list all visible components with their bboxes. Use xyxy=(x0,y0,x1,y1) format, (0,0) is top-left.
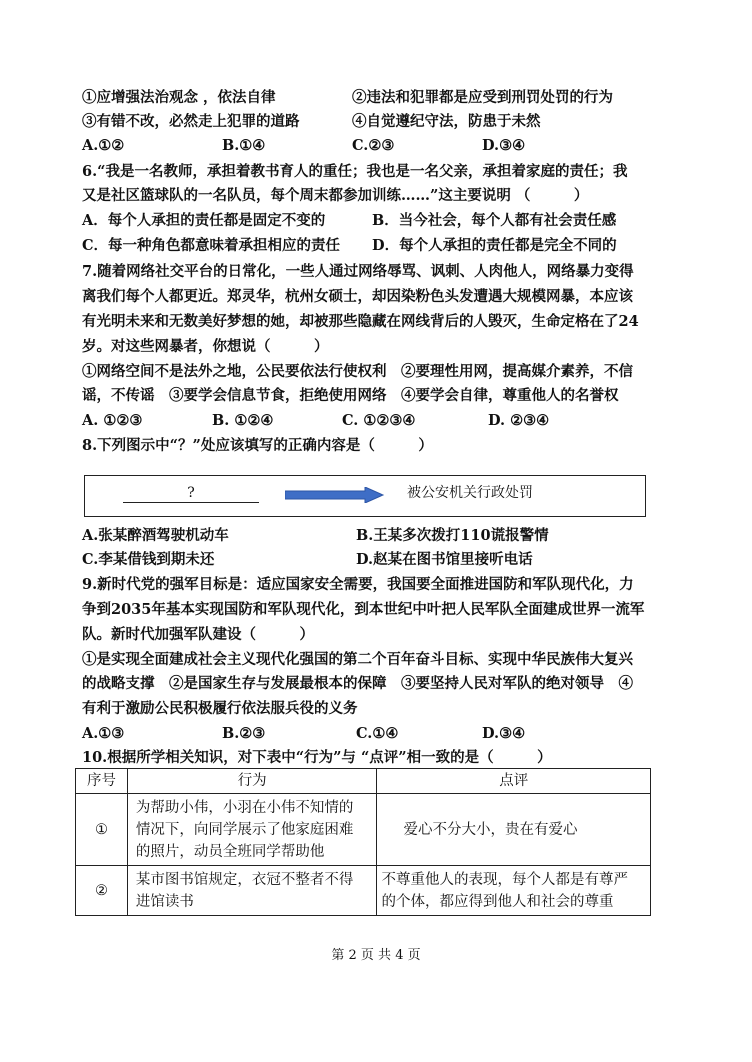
q5-statement-2: ②违法和犯罪都是应受到刑罚处罚的行为 xyxy=(352,89,613,106)
q9-option-a: A.①③ xyxy=(82,725,125,742)
row-action-line: 为帮助小伟，小羽在小伟不知情的 xyxy=(135,799,354,816)
q8-diagram xyxy=(84,475,646,517)
q7-option-d: D. ②③④ xyxy=(488,412,550,429)
q8-stem: 8.下列图示中“？”处应该填写的正确内容是（ ） xyxy=(82,437,433,454)
q6-option-d: D．每个人承担的责任都是完全不同的 xyxy=(372,237,617,254)
q5-option-b: B.①④ xyxy=(222,137,266,154)
q9-statement-line: 有利于激励公民积极履行依法服兵役的义务 xyxy=(82,700,358,717)
q7-statement-line: 谣，不传谣 ③要学会信息节食，拒绝使用网络 ④要学会自律，尊重他人的名誉权 xyxy=(82,387,619,404)
q7-option-c: C. ①②③④ xyxy=(342,412,416,429)
q7-statement-line: ①网络空间不是法外之地，公民要依法行使权利 ②要理性用网，提高媒介素养，不信 xyxy=(82,363,633,380)
q8-diagram-blank: ? xyxy=(123,484,259,503)
q8-option-d: D.赵某在图书馆里接听电话 xyxy=(356,551,533,568)
table-row xyxy=(76,866,651,916)
table-row xyxy=(76,794,651,866)
q6-option-c: C．每一种角色都意味着承担相应的责任 xyxy=(82,237,341,254)
q5-option-d: D.③④ xyxy=(482,137,526,154)
row-comment xyxy=(377,794,651,866)
q5-statement-4: ④自觉遵纪守法，防患于未然 xyxy=(352,113,541,130)
q9-statement-line: ①是实现全面建成社会主义现代化强国的第二个百年奋斗目标、实现中华民族伟大复兴 xyxy=(82,651,633,668)
q5-statement-3: ③有错不改，必然走上犯罪的道路 xyxy=(82,113,300,130)
q6-option-a: A．每个人承担的责任都是固定不变的 xyxy=(82,212,326,229)
q9-statement-line: 的战略支撑 ②是国家生存与发展最根本的保障 ③要坚持人民对军队的绝对领导 ④ xyxy=(82,675,633,692)
q7-stem-line: 有光明未来和无数美好梦想的她，却被那些隐藏在网线背后的人毁灭，生命定格在了24 xyxy=(82,313,639,330)
q8-diagram-result: 被公安机关行政处罚 xyxy=(407,485,533,501)
arrow-right-icon xyxy=(285,487,385,503)
table-header-cell: 行为 xyxy=(127,769,377,794)
q6-stem-line: 6.“我是一名教师，承担着教书育人的重任；我也是一名父亲，承担着家庭的责任；我 xyxy=(82,163,628,180)
row-number: ② xyxy=(76,866,128,916)
q7-stem-line: 离我们每个人都更近。郑灵华，杭州女硕士，却因染粉色头发遭遇大规模网暴，本应该 xyxy=(82,288,633,305)
row-action-line: 的照片，动员全班同学帮助他 xyxy=(135,843,325,860)
q9-stem-line: 争到2035年基本实现国防和军队现代化，到本世纪中叶把人民军队全面建成世界一流军 xyxy=(82,601,645,618)
q8-option-b: B.王某多次拨打110谎报警情 xyxy=(356,527,549,544)
q9-stem-line: 队。新时代加强军队建设（ ） xyxy=(82,626,314,643)
q7-stem-line: 7.随着网络社交平台的日常化，一些人通过网络辱骂、讽刺、人肉他人，网络暴力变得 xyxy=(82,263,634,280)
row-comment-line: 不尊重他人的表现，每个人都是有尊严 xyxy=(381,871,628,888)
q5-option-a: A.①② xyxy=(82,137,125,154)
table-header-row xyxy=(76,769,651,794)
row-action xyxy=(127,866,377,916)
q7-option-b: B. ①②④ xyxy=(212,412,274,429)
q10-table xyxy=(75,768,651,916)
q9-option-b: B.②③ xyxy=(222,725,266,742)
row-action-line: 进馆读书 xyxy=(135,893,194,910)
q5-statement-1: ①应增强法治观念 ，依法自律 xyxy=(82,89,276,106)
q7-stem-line: 岁。对这些网暴者，你想说（ ） xyxy=(82,338,329,355)
row-comment-line: 的个体，都应得到他人和社会的尊重 xyxy=(381,893,614,910)
row-action xyxy=(127,794,377,866)
row-action-line: 情况下，向同学展示了他家庭困难 xyxy=(135,821,354,838)
q7-option-a: A. ①②③ xyxy=(82,412,143,429)
q10-stem: 10.根据所学相关知识，对下表中“行为”与 “点评”相一致的是（ ） xyxy=(82,749,552,766)
q6-stem-line: 又是社区篮球队的一名队员，每个周末都参加训练……”这主要说明 （ ） xyxy=(82,187,589,204)
q6-option-b: B．当今社会，每个人都有社会责任感 xyxy=(372,212,617,229)
row-comment-line: 爱心不分大小，贵在有爱心 xyxy=(403,821,578,838)
q9-option-d: D.③④ xyxy=(482,725,526,742)
q8-option-c: C.李某借钱到期未还 xyxy=(82,551,215,568)
row-action-line: 某市图书馆规定，衣冠不整者不得 xyxy=(135,871,354,888)
page-footer: 第 2 页 共 4 页 xyxy=(331,948,421,963)
table-header-cell: 点评 xyxy=(377,769,651,794)
q8-option-a: A.张某醉酒驾驶机动车 xyxy=(82,527,229,544)
table-header-cell: 序号 xyxy=(76,769,128,794)
q5-option-c: C.②③ xyxy=(352,137,395,154)
row-comment xyxy=(377,866,651,916)
row-number: ① xyxy=(76,794,128,866)
q9-stem-line: 9.新时代党的强军目标是：适应国家安全需要，我国要全面推进国防和军队现代化，力 xyxy=(82,576,634,593)
q9-option-c: C.①④ xyxy=(356,725,399,742)
